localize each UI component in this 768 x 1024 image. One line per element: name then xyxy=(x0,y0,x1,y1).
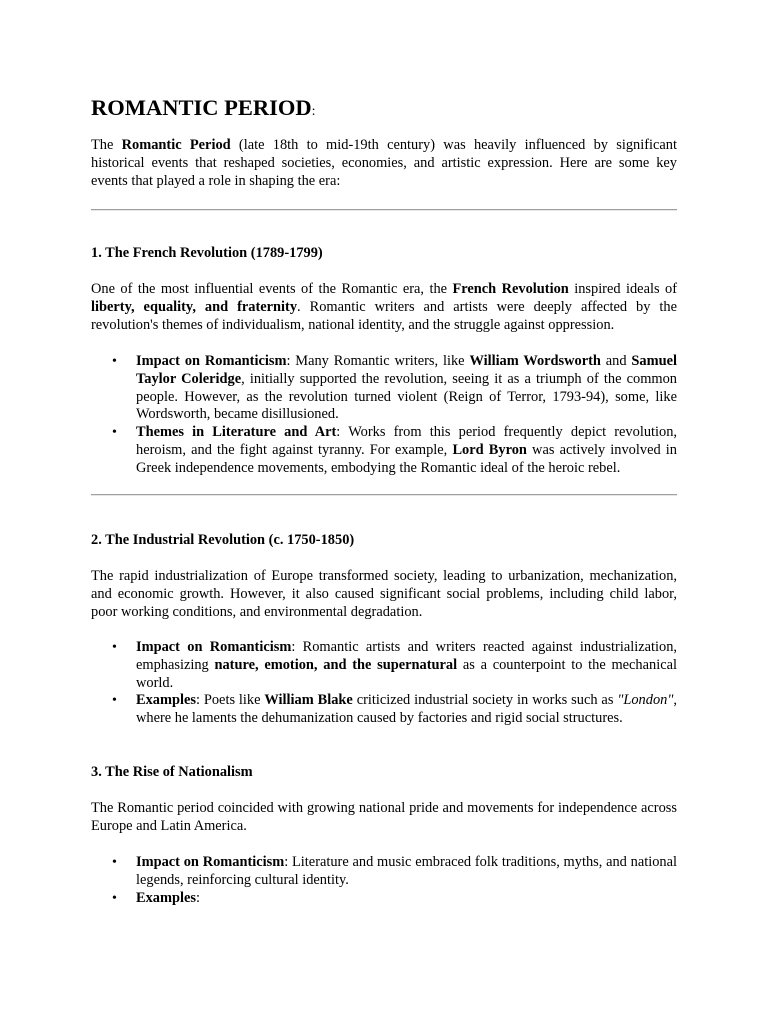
text: was actively involved in Greek independence movements, embodying the Romantic ideal of the heroic rebel. xyxy=(136,441,677,476)
bullet-label: Examples xyxy=(136,692,196,709)
list-item xyxy=(91,424,677,477)
intro-text-1: The xyxy=(91,137,122,153)
industrial-revolution-bullets xyxy=(91,639,677,728)
section-heading-rise-of-nationalism: 3. The Rise of Nationalism xyxy=(91,764,253,780)
text: : Many Romantic writers, like xyxy=(286,353,470,369)
bold-term: Lord Byron xyxy=(452,441,527,458)
list-item xyxy=(91,890,677,908)
list-item xyxy=(91,692,677,728)
bullet-label: Impact on Romanticism xyxy=(136,854,285,870)
bullet-icon: • xyxy=(112,890,117,906)
list-item xyxy=(91,854,677,890)
horizontal-rule xyxy=(91,209,677,211)
bullet-icon: • xyxy=(112,855,117,870)
bold-term: French Revolution xyxy=(452,281,569,297)
bold-term: nature, emotion, and the supernatural xyxy=(214,656,458,673)
text: , initially supported the revolution, seeing it as a triumph of the common people. However, as the revolution turned violent (Reign of Terror, 1793-94), some, like Wordsworth, became disillusioned. xyxy=(136,370,677,423)
bold-term: William Blake xyxy=(264,692,353,709)
text: : Works from this period frequently depict revolution, heroism, and the fight against tyranny. For example, xyxy=(136,424,677,458)
text: , where he laments the dehumanization caused by factories and rigid social structures. xyxy=(136,692,677,727)
bullet-label: Impact on Romanticism xyxy=(136,353,287,369)
bullet-label: Impact on Romanticism xyxy=(136,639,292,655)
bullet-icon: • xyxy=(112,640,117,655)
bold-term: William Wordsworth xyxy=(469,353,601,369)
intro-bold-romantic-period: Romantic Period xyxy=(121,137,231,153)
french-revolution-paragraph xyxy=(91,281,677,334)
bullet-icon: • xyxy=(112,354,117,369)
nationalism-paragraph: The Romantic period coincided with growing national pride and movements for independence across Europe and Latin America. xyxy=(91,800,677,834)
nationalism-bullets xyxy=(91,854,677,907)
text: as a counterpoint to the mechanical world. xyxy=(136,656,677,691)
title-text: ROMANTIC PERIOD xyxy=(91,95,312,120)
text: criticized industrial society in works such as xyxy=(352,692,618,709)
list-item xyxy=(91,353,677,424)
bullet-label: Examples xyxy=(136,889,196,906)
section-heading-french-revolution: 1. The French Revolution (1789-1799) xyxy=(91,245,323,261)
text: and xyxy=(600,353,632,369)
bold-term: liberty, equality, and fraternity xyxy=(91,298,298,315)
italic-title: "London" xyxy=(617,692,674,709)
text: : xyxy=(195,889,200,906)
intro-text-2: (late 18th to mid-19th century) was heavily influenced by significant historical events that reshaped societies, economies, and artistic expression. Here are some key events that played a role in shaping the era: xyxy=(91,137,677,189)
text: . Romantic writers and artists were deeply affected by the revolution's themes of individualism, national identity, and the struggle against oppression. xyxy=(91,298,677,333)
industrial-revolution-paragraph: The rapid industrialization of Europe transformed society, leading to urbanization, mechanization, and economic growth. However, it also caused significant social problems, including child labor, poor working conditions, and environmental degradation. xyxy=(91,568,677,620)
section-heading-industrial-revolution: 2. The Industrial Revolution (c. 1750-1850) xyxy=(91,532,355,548)
list-item xyxy=(91,639,677,692)
intro-paragraph xyxy=(91,137,677,190)
french-revolution-bullets xyxy=(91,353,677,478)
bold-term: Samuel Taylor Coleridge xyxy=(136,353,677,387)
text: : Romantic artists and writers reacted against industrialization, emphasizing xyxy=(136,639,677,673)
title-colon: : xyxy=(311,104,316,119)
text: One of the most influential events of the Romantic era, the xyxy=(91,281,453,297)
page-title xyxy=(91,94,316,126)
bullet-icon: • xyxy=(112,425,117,441)
text: inspired ideals of xyxy=(568,281,677,297)
bullet-icon: • xyxy=(112,693,117,709)
bullet-label: Themes in Literature and Art xyxy=(136,424,337,441)
horizontal-rule xyxy=(91,494,677,496)
text: : Poets like xyxy=(195,692,265,709)
text: : Literature and music embraced folk traditions, myths, and national legends, reinforcing cultural identity. xyxy=(136,854,678,888)
